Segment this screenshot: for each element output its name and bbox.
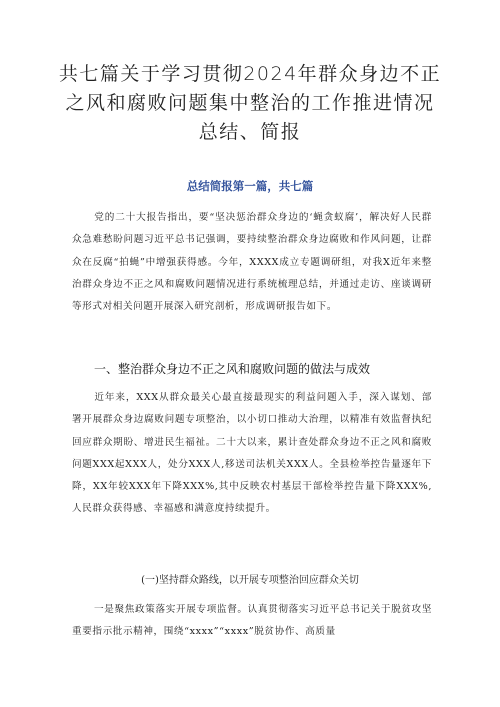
- section-paragraph-text: 近年来，XXX从群众最关心最直接最现实的利益问题入手，深入谋划、部署开展群众身边腐败问题专项整治，以小切口推动大治理，以精准有效监督执纪回应群众期盼、增进民生福祉。二十大以来，累计查处群众身边不正之风和腐败问题XXX起XXX人，处分XXX人,移送司法机关XXX人。全县检举控告量逐年下降，XX年较XXX年下降XXX%,其中反映农村基层干部检举控告量下降XXX%,人民群众获得感、幸福感和满意度持续提升。: [72, 392, 432, 515]
- document-title: [30, 60, 470, 147]
- section-paragraph: [72, 387, 432, 521]
- document-subtitle: 总结简报第一篇，共七篇: [186, 179, 314, 193]
- intro-paragraph-text: 党的二十大报告指出，要“坚决惩治群众身边的‘蝇贪蚁腐’，解决好人民群众急难愁盼问题习近平总书记强调，要持续整治群众身边腐败和作风问题，让群众在反腐“拍蝇”中增强获得感。今年，XXXX成立专题调研组，对我X近年来整治群众身边不正之风和腐败问题情况进行系统梳理总结，并通过走访、座谈调研等形式对相关问题开展深入研究剖析，形成调研报告如下。: [72, 212, 432, 313]
- title-line-2: 之风和腐败问题集中整治的工作推进情况: [65, 92, 435, 114]
- title-line-1: 共七篇关于学习贯彻2024年群众身边不正: [58, 63, 442, 85]
- section-heading: 一、整治群众身边不正之风和腐败问题的做法与成效: [94, 362, 371, 376]
- subsection-paragraph-text: 一是聚焦政策落实开展专项监督。认真贯彻落实习近平总书记关于脱贫攻坚重要指示批示精神，围绕“xxxx”“xxxx”脱贫协作、高质量: [72, 604, 432, 638]
- intro-paragraph: [72, 207, 432, 318]
- title-line-3: 总结、简报: [198, 121, 302, 143]
- subsection-heading: (一)坚持群众路线，以开展专项整治回应群众关切: [141, 575, 359, 586]
- subsection-paragraph: [72, 599, 432, 644]
